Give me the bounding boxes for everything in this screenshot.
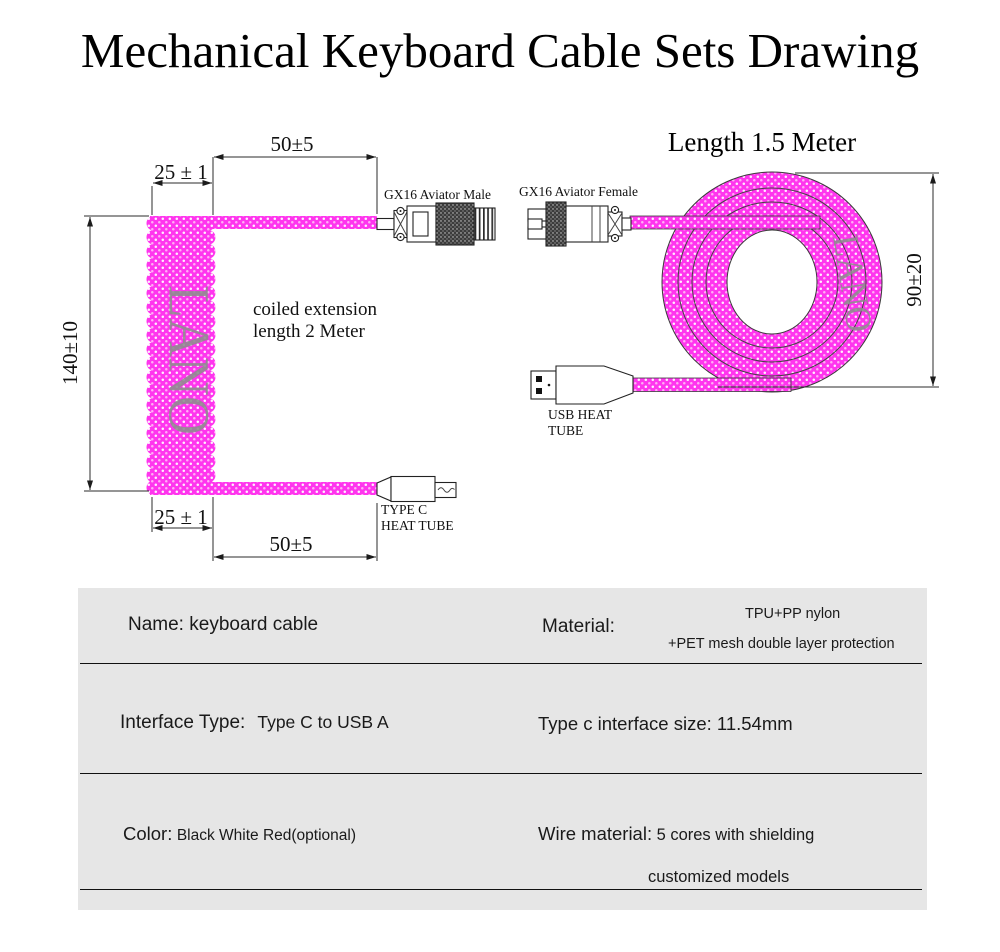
coil-note-line2: length 2 Meter	[253, 321, 365, 342]
dim-top-width: 25 ± 1	[154, 160, 208, 184]
type-c-connector	[377, 477, 456, 502]
type-c-label-line2: HEAT TUBE	[381, 518, 454, 533]
usb-label-line2: TUBE	[548, 423, 584, 438]
coil-watermark-text: LANO	[156, 285, 222, 447]
loop-bottom-cable-run	[633, 378, 791, 392]
dim-loop-height: 90±20	[902, 253, 926, 307]
spec-color-label: Color:	[123, 823, 173, 844]
spec-interface-type-value: Type C to USB A	[257, 712, 389, 732]
usb-a-connector	[531, 366, 633, 404]
loop-cable-drawing	[519, 127, 939, 438]
spec-name	[128, 614, 318, 636]
spec-color-value: Black White Red(optional)	[176, 827, 357, 844]
spec-name-value: keyboard cable	[189, 614, 319, 635]
gx16-female-connector	[528, 202, 631, 246]
page-title: Mechanical Keyboard Cable Sets Drawing	[80, 23, 920, 78]
spec-wire-material-value: 5 cores with shielding	[656, 826, 815, 844]
loop-watermark-text: LANO	[824, 231, 881, 340]
spec-wire-material-label: Wire material:	[538, 823, 653, 844]
spec-typec-size-label: Type c interface size:	[538, 713, 712, 734]
row-divider	[80, 889, 922, 890]
spec-wire-material-value-line2: customized models	[648, 868, 790, 886]
spec-interface-type-label: Interface Type:	[120, 712, 246, 733]
gx16-female-label: GX16 Aviator Female	[519, 184, 638, 199]
coiled-cable-drawing	[58, 132, 495, 561]
spec-table	[78, 588, 927, 910]
spec-wire-material	[538, 823, 814, 845]
right-drawing-heading: Length 1.5 Meter	[667, 127, 857, 157]
bottom-cable-run	[150, 482, 377, 495]
spec-name-label: Name:	[128, 614, 184, 635]
gx16-male-connector	[377, 203, 495, 245]
spec-material-value-line1: TPU+PP nylon	[745, 606, 841, 622]
loop-top-cable-run	[630, 216, 820, 229]
spec-material-value-line2: +PET mesh double layer protection	[668, 636, 895, 652]
row-divider	[80, 663, 922, 664]
type-c-label-line1: TYPE C	[381, 502, 428, 517]
spec-typec-size	[538, 713, 793, 735]
spec-interface-type	[120, 712, 389, 734]
gx16-male-label: GX16 Aviator Male	[384, 187, 491, 202]
usb-label-line1: USB HEAT	[548, 407, 613, 422]
spec-color	[123, 823, 356, 845]
dim-bottom-straight: 50±5	[269, 532, 313, 556]
top-cable-run	[150, 216, 377, 229]
row-divider	[80, 773, 922, 774]
spec-typec-size-value: 11.54mm	[716, 713, 793, 734]
dim-top-straight: 50±5	[270, 132, 314, 156]
dim-bottom-width: 25 ± 1	[154, 505, 208, 529]
coil-note-line1: coiled extension	[253, 299, 377, 320]
spec-material-label: Material:	[542, 616, 615, 637]
dim-coil-height: 140±10	[58, 320, 82, 386]
